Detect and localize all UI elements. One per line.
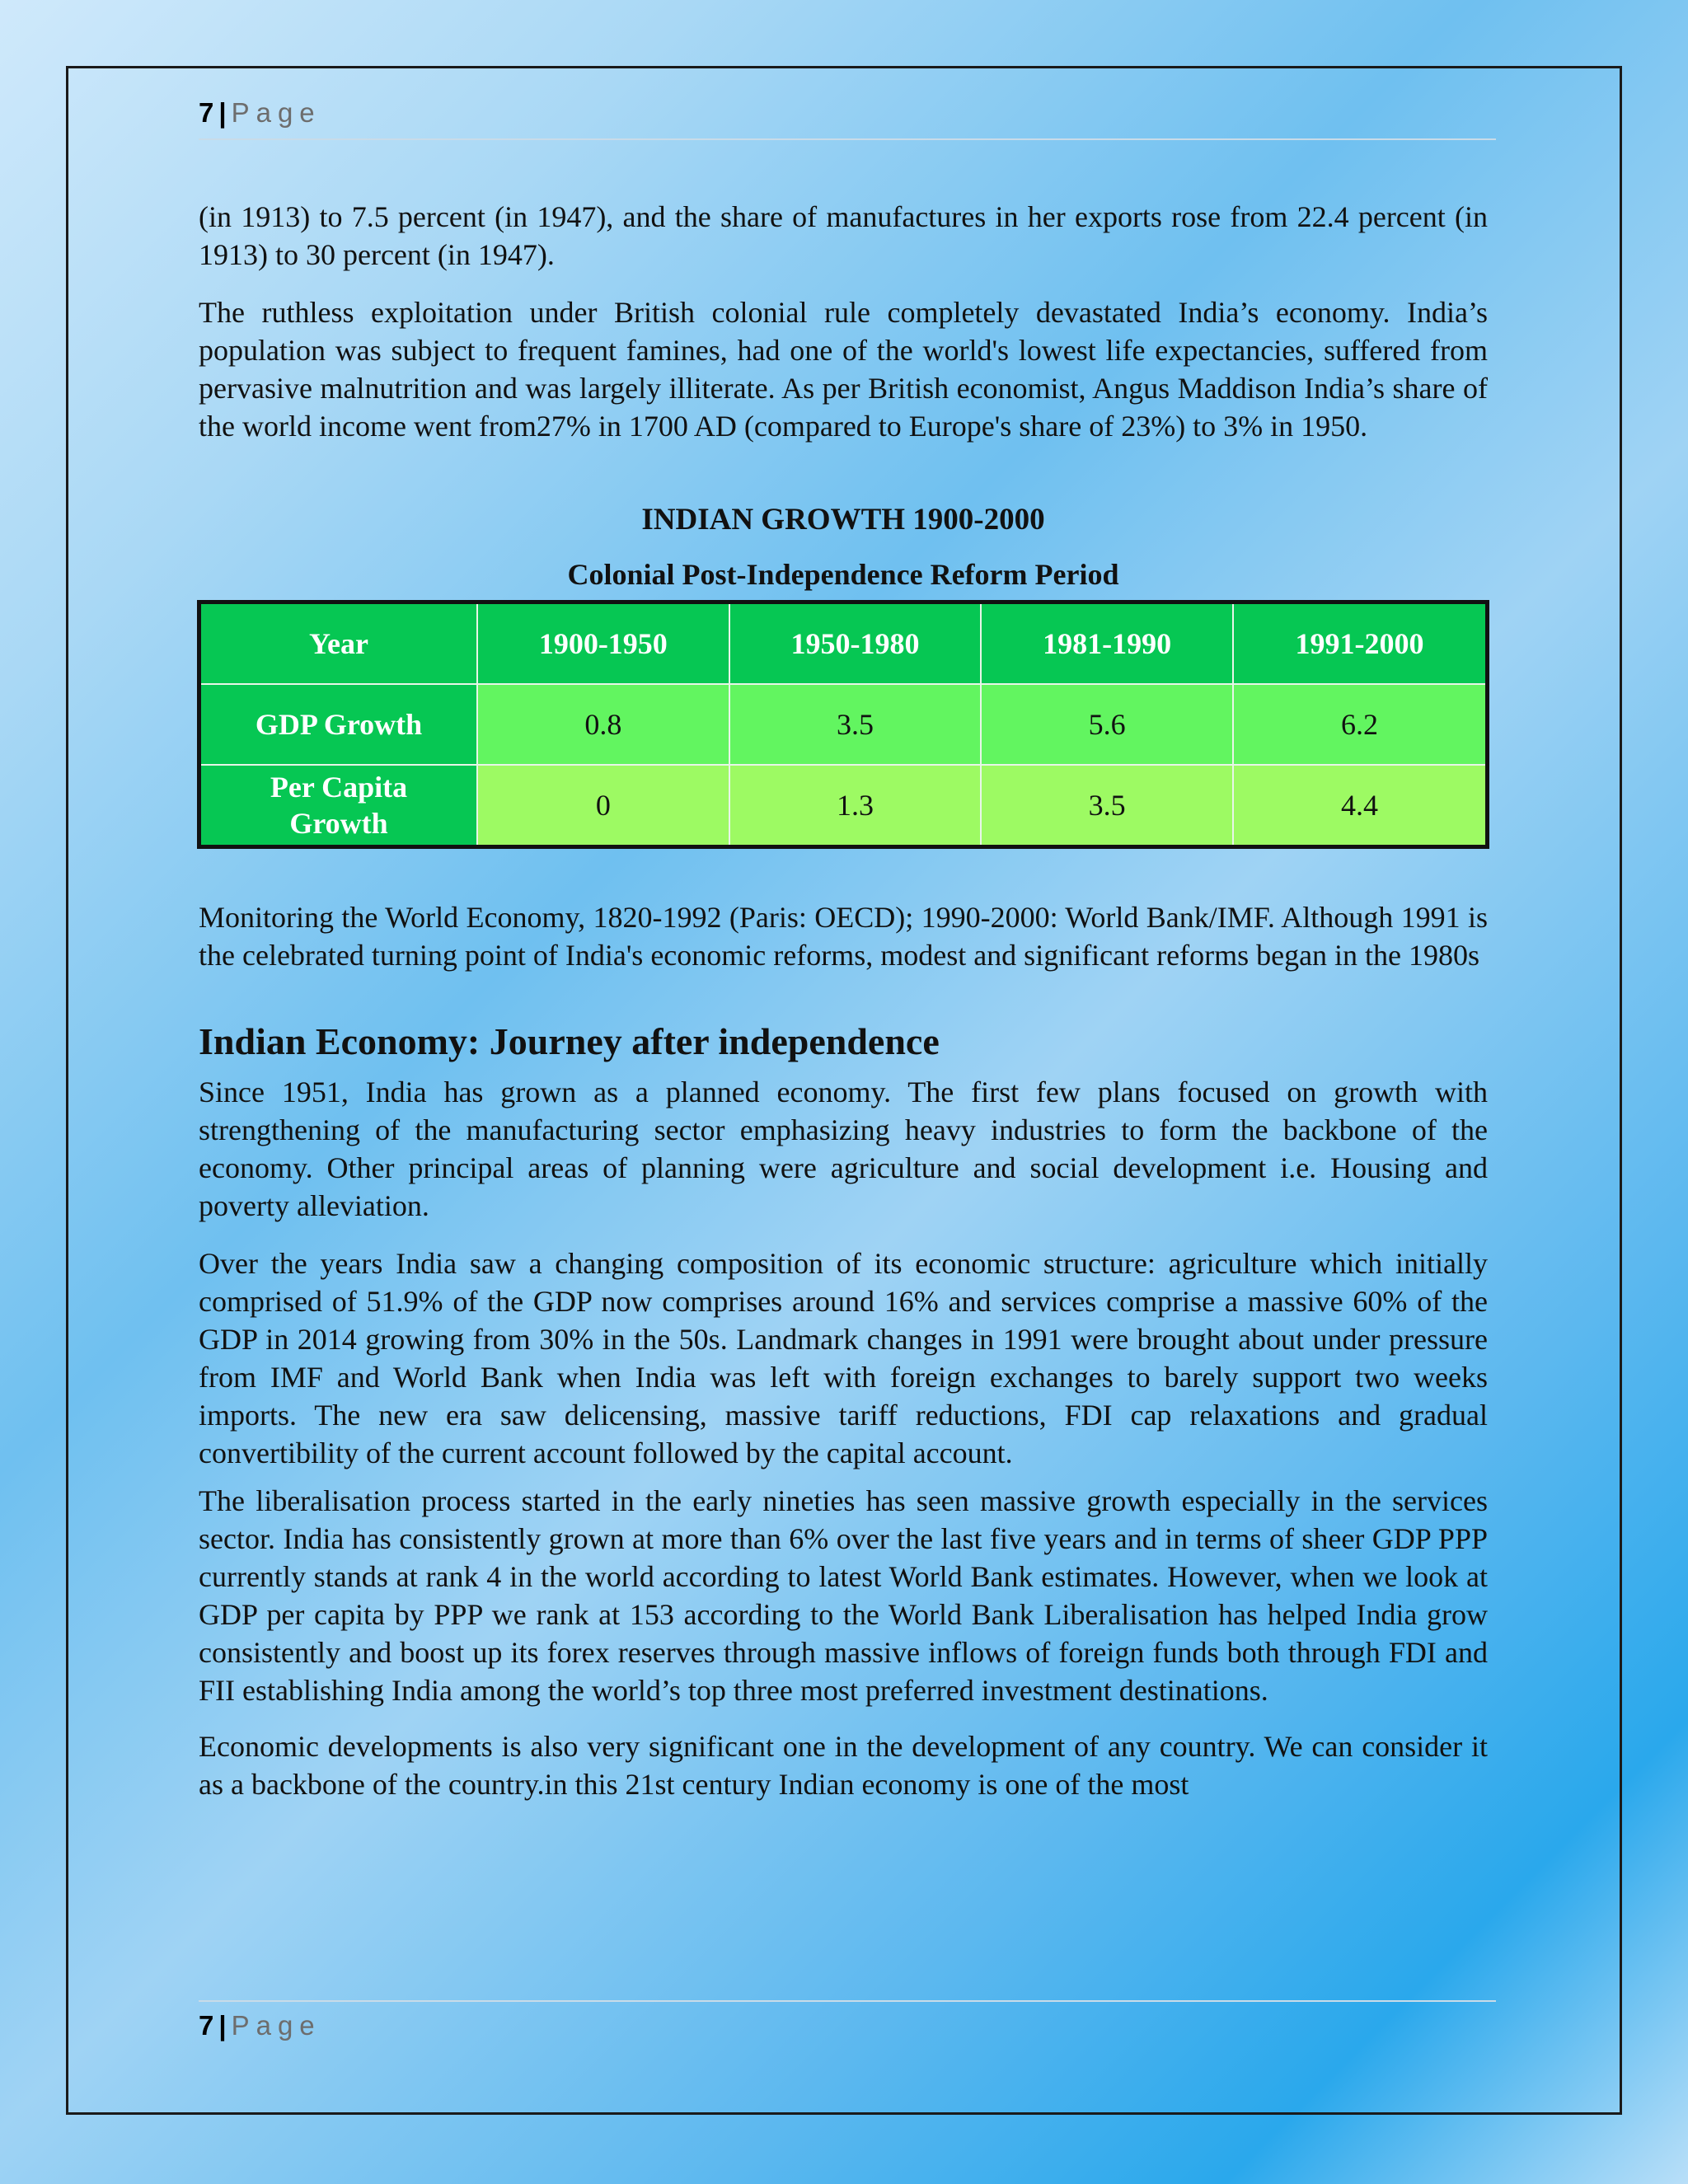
paragraph-7: Economic developments is also very significant one in the development of any country. We can consider it as a backbone of the country.in this 21st century Indian economy is one of the most [199, 1730, 1488, 1801]
page-footer [199, 2000, 1496, 2050]
table-cell: 1.3 [729, 765, 982, 847]
paragraph-1: (in 1913) to 7.5 percent (in 1947), and the share of manufactures in her exports rose from 22.4 percent (in 1913) to 30 percent (in 1947). [199, 200, 1488, 271]
paragraph-3: Monitoring the World Economy, 1820-1992 (Paris: OECD); 1990-2000: World Bank/IMF. Although 1991 is the celebrated turning point of India's economic reforms, modest and significant reforms began in the 1980s [199, 901, 1488, 972]
table-cell: 3.5 [981, 765, 1233, 847]
growth-table [197, 600, 1489, 849]
table-cell: 0.8 [477, 684, 729, 765]
table-row [199, 684, 1488, 765]
table-cell: 3.5 [729, 684, 982, 765]
section-heading: Indian Economy: Journey after independence [199, 1020, 940, 1062]
table-header-cell: 1900-1950 [477, 602, 729, 685]
paragraph-5: Over the years India saw a changing composition of its economic structure: agriculture which initially comprised of 51.9% of the GDP now comprises around 16% and services comprise a massive 60% of the GDP in 2014 growing from 30% in the 50s. Landmark changes in 1991 were brought about under pressure from IMF and World Bank when India was left with foreign exchanges to barely support two weeks imports. The new era saw delicensing, massive tariff reductions, FDI cap relaxations and gradual convertibility of the current account followed by the capital account. [199, 1247, 1488, 1469]
page-content [199, 198, 1488, 1803]
table-subtitle: Colonial Post-Independence Reform Period [567, 558, 1119, 591]
table-header-cell: 1991-2000 [1233, 602, 1488, 685]
table-header-cell: 1950-1980 [729, 602, 982, 685]
table-header-row [199, 602, 1488, 685]
paragraph-2: The ruthless exploitation under British colonial rule completely devastated India’s economy. India’s population was subject to frequent famines, had one of the world's lowest life expectancies, suffered from pervasive malnutrition and was largely illiterate. As per British economist, Angus Maddison India’s share of the world income went from27% in 1700 AD (compared to Europe's share of 23%) to 3% in 1950. [199, 296, 1488, 443]
page-label: Page [231, 97, 321, 128]
page-number: 7 [199, 97, 214, 128]
row-label-gdp-growth: GDP Growth [199, 684, 478, 765]
table-header-cell: 1981-1990 [981, 602, 1233, 685]
table-row [199, 765, 1488, 847]
page-separator: | [218, 97, 227, 128]
table-cell: 4.4 [1233, 765, 1488, 847]
page-label: Page [231, 2010, 321, 2041]
table-header-cell: Year [199, 602, 478, 685]
page-header [199, 97, 1496, 140]
paragraph-6: The liberalisation process started in the early nineties has seen massive growth especially in the services sector. India has consistently grown at more than 6% over the last five years and in terms of sheer GDP PPP currently stands at rank 4 in the world according to latest World Bank estimates. However, when we look at GDP per capita by PPP we rank at 153 according to the World Bank Liberalisation has helped India grow consistently and boost up its forex reserves through massive inflows of foreign funds both through FDI and FII establishing India among the world’s top three most preferred investment destinations. [199, 1484, 1488, 1707]
table-title: INDIAN GROWTH 1900-2000 [641, 503, 1045, 537]
page-number: 7 [199, 2010, 214, 2041]
page-separator: | [218, 2010, 227, 2041]
paragraph-4: Since 1951, India has grown as a planned economy. The first few plans focused on growth with strengthening of the manufacturing sector emphasizing heavy industries to form the backbone of the economy. Other principal areas of planning were agriculture and social development i.e. Housing and poverty alleviation. [199, 1076, 1488, 1222]
row-label-per-capita-growth: Per Capita Growth [199, 765, 478, 847]
table-cell: 0 [477, 765, 729, 847]
table-cell: 5.6 [981, 684, 1233, 765]
table-cell: 6.2 [1233, 684, 1488, 765]
